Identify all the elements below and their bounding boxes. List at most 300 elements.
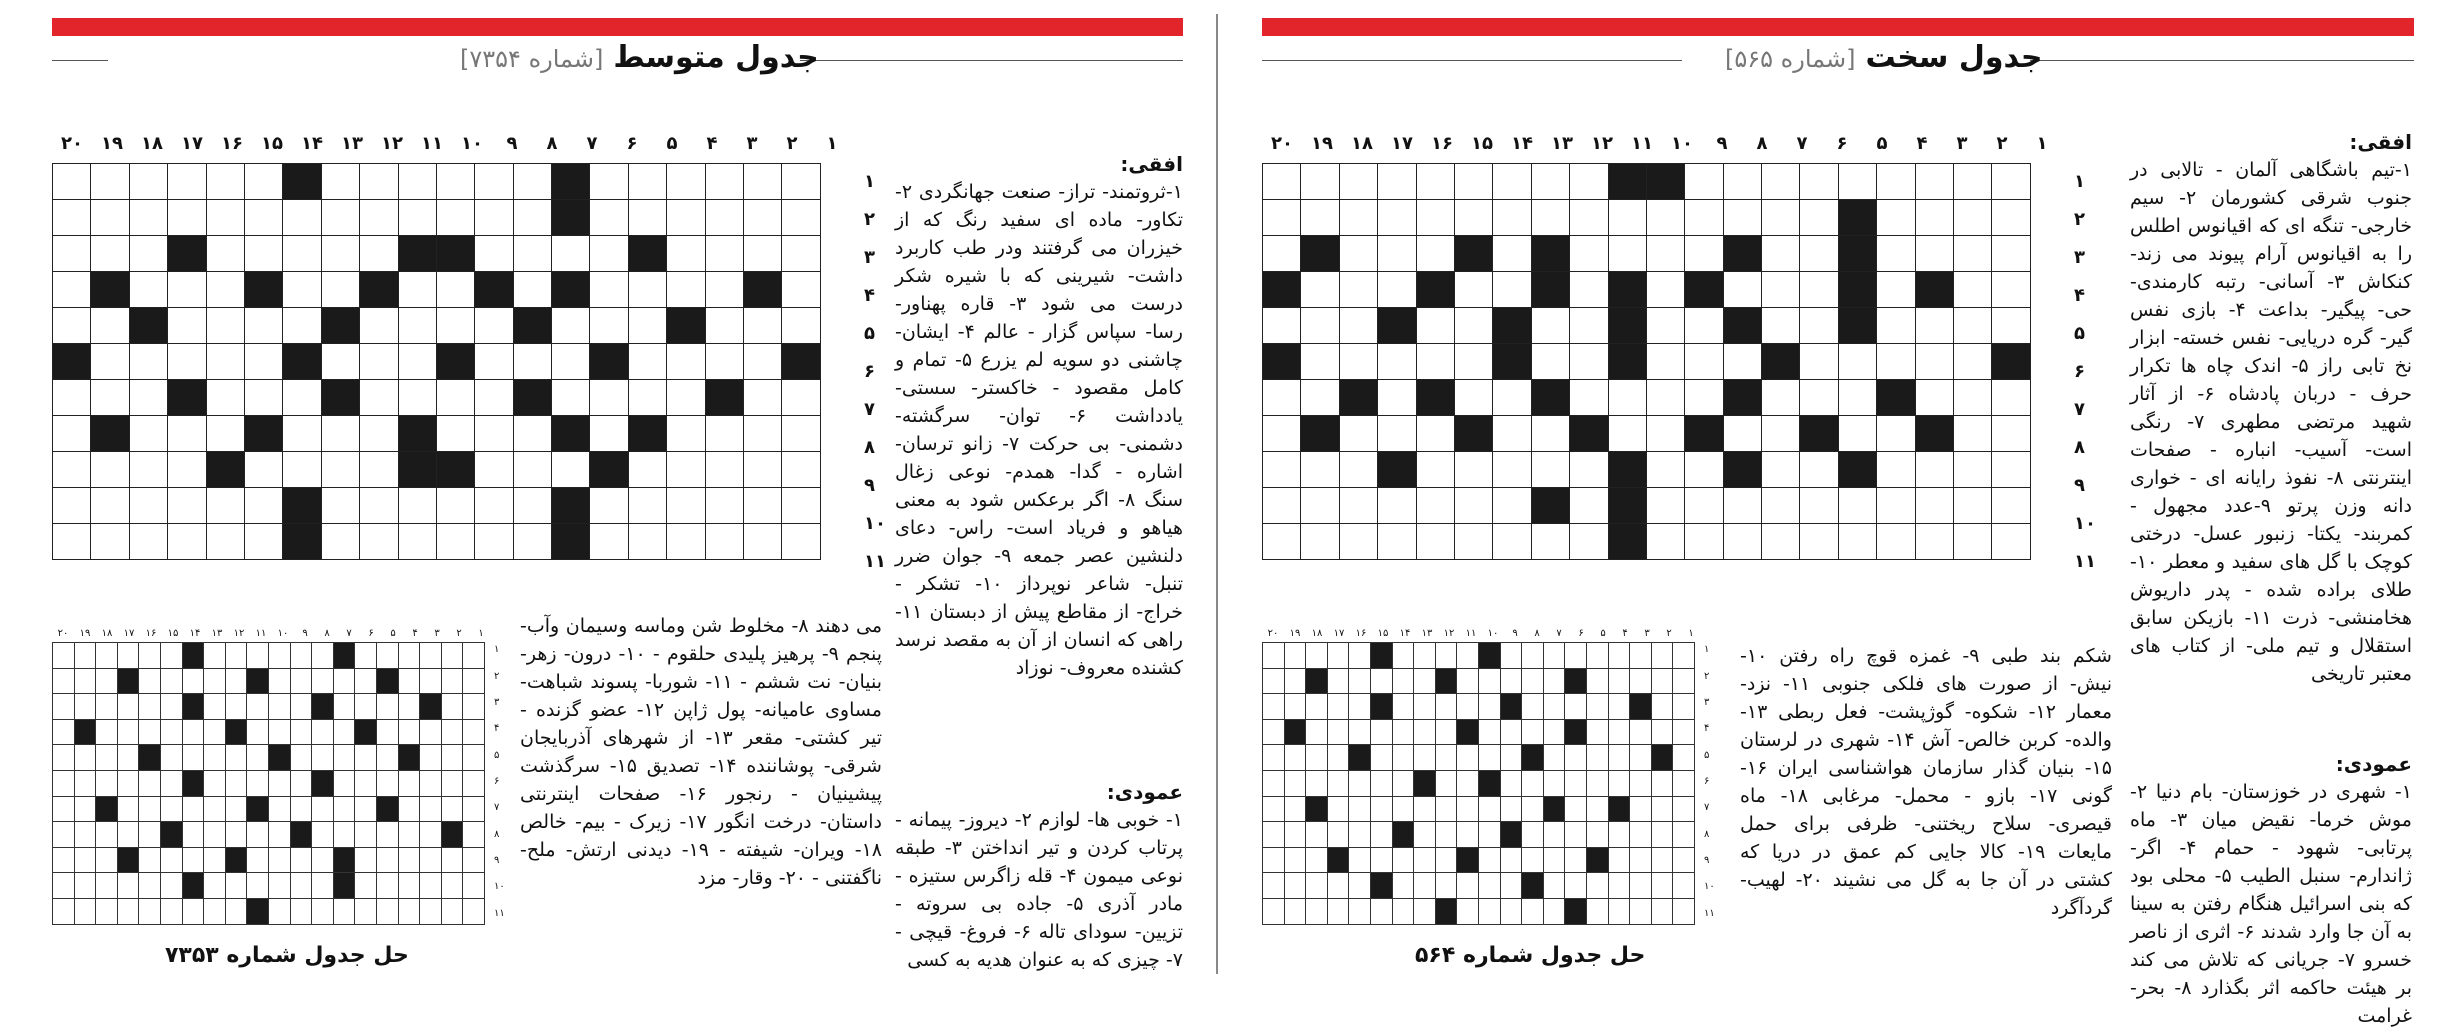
left-solution-cell[interactable] xyxy=(441,873,463,899)
left-solution-cell[interactable] xyxy=(139,745,161,771)
left-grid-cell[interactable] xyxy=(321,164,359,200)
right-solution-cell[interactable] xyxy=(1630,770,1652,796)
right-solution-cell[interactable] xyxy=(1630,898,1652,924)
left-solution-cell[interactable] xyxy=(312,719,334,745)
right-grid-cell[interactable] xyxy=(1685,416,1723,452)
left-grid-cell[interactable] xyxy=(244,488,282,524)
right-solution-cell[interactable] xyxy=(1414,822,1436,848)
left-solution-cell[interactable] xyxy=(398,898,420,924)
right-solution-cell[interactable] xyxy=(1284,668,1306,694)
left-solution-cell[interactable] xyxy=(333,643,355,669)
right-grid-cell[interactable] xyxy=(1416,344,1454,380)
right-solution-cell[interactable] xyxy=(1586,796,1608,822)
right-grid-cell[interactable] xyxy=(1838,200,1876,236)
left-solution-cell[interactable] xyxy=(96,719,118,745)
right-grid-cell[interactable] xyxy=(1954,200,1992,236)
right-grid-cell[interactable] xyxy=(1416,380,1454,416)
right-solution-cell[interactable] xyxy=(1651,668,1673,694)
right-solution-cell[interactable] xyxy=(1414,719,1436,745)
right-solution-cell[interactable] xyxy=(1392,898,1414,924)
left-solution-cell[interactable] xyxy=(139,873,161,899)
right-solution-cell[interactable] xyxy=(1327,668,1349,694)
left-solution-cell[interactable] xyxy=(376,719,398,745)
right-grid-cell[interactable] xyxy=(1531,452,1569,488)
left-solution-cell[interactable] xyxy=(376,898,398,924)
right-grid-cell[interactable] xyxy=(1915,416,1953,452)
right-grid-cell[interactable] xyxy=(1339,272,1377,308)
right-solution-cell[interactable] xyxy=(1435,873,1457,899)
left-solution-cell[interactable] xyxy=(463,898,485,924)
left-solution-cell[interactable] xyxy=(182,668,204,694)
left-solution-cell[interactable] xyxy=(463,694,485,720)
right-solution-cell[interactable] xyxy=(1478,770,1500,796)
right-grid-cell[interactable] xyxy=(1954,380,1992,416)
left-solution-cell[interactable] xyxy=(376,822,398,848)
left-grid-cell[interactable] xyxy=(321,236,359,272)
right-solution-cell[interactable] xyxy=(1457,898,1479,924)
right-grid-cell[interactable] xyxy=(1954,236,1992,272)
left-grid-cell[interactable] xyxy=(91,308,129,344)
left-solution-cell[interactable] xyxy=(441,796,463,822)
right-grid-cell[interactable] xyxy=(1570,308,1608,344)
left-solution-cell[interactable] xyxy=(355,796,377,822)
right-grid-cell[interactable] xyxy=(1915,380,1953,416)
right-grid-cell[interactable] xyxy=(1608,380,1646,416)
left-grid-cell[interactable] xyxy=(398,308,436,344)
left-grid-cell[interactable] xyxy=(552,344,590,380)
right-solution-cell[interactable] xyxy=(1370,643,1392,669)
left-solution-cell[interactable] xyxy=(139,898,161,924)
left-grid-cell[interactable] xyxy=(53,272,91,308)
left-solution-cell[interactable] xyxy=(463,668,485,694)
right-grid-cell[interactable] xyxy=(1877,380,1915,416)
right-solution-cell[interactable] xyxy=(1586,847,1608,873)
left-grid-cell[interactable] xyxy=(436,416,474,452)
right-grid-cell[interactable] xyxy=(1263,344,1301,380)
left-solution-cell[interactable] xyxy=(117,873,139,899)
right-grid-cell[interactable] xyxy=(1339,416,1377,452)
left-solution-cell[interactable] xyxy=(204,847,226,873)
left-solution-cell[interactable] xyxy=(420,770,442,796)
left-grid-cell[interactable] xyxy=(360,272,398,308)
right-grid-cell[interactable] xyxy=(1263,200,1301,236)
right-grid-cell[interactable] xyxy=(1301,380,1339,416)
left-grid-cell[interactable] xyxy=(475,272,513,308)
left-solution-cell[interactable] xyxy=(355,898,377,924)
right-solution-cell[interactable] xyxy=(1284,847,1306,873)
right-solution-cell[interactable] xyxy=(1370,898,1392,924)
right-grid-cell[interactable] xyxy=(1493,416,1531,452)
right-grid-cell[interactable] xyxy=(1800,200,1838,236)
right-solution-cell[interactable] xyxy=(1306,770,1328,796)
right-grid-cell[interactable] xyxy=(1800,524,1838,560)
right-solution-cell[interactable] xyxy=(1478,873,1500,899)
left-grid-cell[interactable] xyxy=(283,200,321,236)
right-grid-cell[interactable] xyxy=(1723,524,1761,560)
right-solution-cell[interactable] xyxy=(1500,694,1522,720)
right-grid-cell[interactable] xyxy=(1339,308,1377,344)
right-grid-cell[interactable] xyxy=(1915,236,1953,272)
left-solution-cell[interactable] xyxy=(96,898,118,924)
right-grid-cell[interactable] xyxy=(1838,452,1876,488)
right-solution-cell[interactable] xyxy=(1327,847,1349,873)
right-solution-cell[interactable] xyxy=(1435,796,1457,822)
left-solution-cell[interactable] xyxy=(204,643,226,669)
right-grid-cell[interactable] xyxy=(1992,344,2030,380)
right-solution-cell[interactable] xyxy=(1263,847,1285,873)
right-solution-cell[interactable] xyxy=(1306,694,1328,720)
right-grid-cell[interactable] xyxy=(1723,452,1761,488)
left-grid-cell[interactable] xyxy=(667,380,705,416)
right-solution-cell[interactable] xyxy=(1457,873,1479,899)
right-grid-cell[interactable] xyxy=(1838,308,1876,344)
right-grid-cell[interactable] xyxy=(1608,524,1646,560)
left-solution-cell[interactable] xyxy=(74,796,96,822)
right-solution-cell[interactable] xyxy=(1370,796,1392,822)
left-solution-cell[interactable] xyxy=(225,770,247,796)
left-grid-cell[interactable] xyxy=(513,164,551,200)
right-grid-cell[interactable] xyxy=(1762,344,1800,380)
left-solution-cell[interactable] xyxy=(225,694,247,720)
right-solution-cell[interactable] xyxy=(1608,770,1630,796)
left-solution-cell[interactable] xyxy=(268,643,290,669)
right-solution-cell[interactable] xyxy=(1673,745,1695,771)
right-grid-cell[interactable] xyxy=(1378,200,1416,236)
left-solution-cell[interactable] xyxy=(182,770,204,796)
left-grid-cell[interactable] xyxy=(53,236,91,272)
right-grid-cell[interactable] xyxy=(1762,308,1800,344)
left-solution-cell[interactable] xyxy=(268,822,290,848)
left-solution-cell[interactable] xyxy=(160,745,182,771)
left-solution-cell[interactable] xyxy=(441,847,463,873)
left-solution-cell[interactable] xyxy=(96,643,118,669)
right-solution-cell[interactable] xyxy=(1263,822,1285,848)
left-grid-cell[interactable] xyxy=(91,488,129,524)
left-solution-cell[interactable] xyxy=(225,643,247,669)
right-solution-cell[interactable] xyxy=(1349,796,1371,822)
right-grid-cell[interactable] xyxy=(1608,416,1646,452)
right-grid-cell[interactable] xyxy=(1762,200,1800,236)
right-grid-cell[interactable] xyxy=(1570,452,1608,488)
left-solution-cell[interactable] xyxy=(139,796,161,822)
right-solution-cell[interactable] xyxy=(1543,770,1565,796)
left-grid-cell[interactable] xyxy=(91,452,129,488)
left-solution-cell[interactable] xyxy=(463,719,485,745)
right-grid-cell[interactable] xyxy=(1301,524,1339,560)
right-grid-cell[interactable] xyxy=(1877,236,1915,272)
right-grid-cell[interactable] xyxy=(1570,380,1608,416)
right-grid-cell[interactable] xyxy=(1954,488,1992,524)
right-grid-cell[interactable] xyxy=(1454,308,1492,344)
left-grid-cell[interactable] xyxy=(129,200,167,236)
right-solution-cell[interactable] xyxy=(1306,719,1328,745)
right-grid-cell[interactable] xyxy=(1762,416,1800,452)
right-solution-cell[interactable] xyxy=(1349,643,1371,669)
right-solution-cell[interactable] xyxy=(1608,873,1630,899)
left-solution-cell[interactable] xyxy=(204,668,226,694)
right-solution-cell[interactable] xyxy=(1543,796,1565,822)
left-grid-cell[interactable] xyxy=(360,344,398,380)
left-solution-cell[interactable] xyxy=(160,873,182,899)
left-solution-cell[interactable] xyxy=(312,745,334,771)
left-solution-cell[interactable] xyxy=(182,719,204,745)
left-grid-cell[interactable] xyxy=(782,308,820,344)
right-grid-cell[interactable] xyxy=(1608,200,1646,236)
right-solution-cell[interactable] xyxy=(1522,719,1544,745)
left-grid-cell[interactable] xyxy=(628,200,666,236)
right-solution-cell[interactable] xyxy=(1500,822,1522,848)
left-grid-cell[interactable] xyxy=(744,344,782,380)
right-grid-cell[interactable] xyxy=(1301,200,1339,236)
left-solution-cell[interactable] xyxy=(225,668,247,694)
left-solution-cell[interactable] xyxy=(225,796,247,822)
right-grid-cell[interactable] xyxy=(1685,344,1723,380)
left-solution-cell[interactable] xyxy=(247,796,269,822)
left-grid-cell[interactable] xyxy=(91,272,129,308)
left-grid-cell[interactable] xyxy=(744,452,782,488)
left-grid-cell[interactable] xyxy=(360,164,398,200)
left-grid-cell[interactable] xyxy=(744,524,782,560)
left-grid-cell[interactable] xyxy=(321,308,359,344)
left-grid-cell[interactable] xyxy=(705,524,743,560)
left-solution-cell[interactable] xyxy=(247,668,269,694)
left-grid-cell[interactable] xyxy=(590,416,628,452)
left-grid-cell[interactable] xyxy=(590,344,628,380)
right-grid-cell[interactable] xyxy=(1992,452,2030,488)
left-solution-cell[interactable] xyxy=(398,668,420,694)
left-grid-cell[interactable] xyxy=(283,380,321,416)
left-grid-cell[interactable] xyxy=(705,236,743,272)
right-grid-cell[interactable] xyxy=(1915,488,1953,524)
right-solution-cell[interactable] xyxy=(1500,668,1522,694)
right-grid-cell[interactable] xyxy=(1378,164,1416,200)
right-grid-cell[interactable] xyxy=(1531,524,1569,560)
left-grid-cell[interactable] xyxy=(782,488,820,524)
right-solution-cell[interactable] xyxy=(1392,643,1414,669)
right-grid-cell[interactable] xyxy=(1454,236,1492,272)
right-solution-cell[interactable] xyxy=(1392,822,1414,848)
right-solution-cell[interactable] xyxy=(1435,745,1457,771)
right-grid-cell[interactable] xyxy=(1992,236,2030,272)
right-grid-cell[interactable] xyxy=(1416,200,1454,236)
left-grid-cell[interactable] xyxy=(283,344,321,380)
right-crossword-grid[interactable] xyxy=(1262,163,2031,560)
left-grid-cell[interactable] xyxy=(398,380,436,416)
right-solution-cell[interactable] xyxy=(1478,796,1500,822)
left-grid-cell[interactable] xyxy=(129,236,167,272)
left-grid-cell[interactable] xyxy=(244,344,282,380)
left-solution-cell[interactable] xyxy=(333,694,355,720)
right-grid-cell[interactable] xyxy=(1685,164,1723,200)
left-grid-cell[interactable] xyxy=(206,200,244,236)
left-solution-cell[interactable] xyxy=(53,668,75,694)
right-grid-cell[interactable] xyxy=(1992,488,2030,524)
left-solution-cell[interactable] xyxy=(204,719,226,745)
right-solution-cell[interactable] xyxy=(1327,898,1349,924)
right-grid-cell[interactable] xyxy=(1339,344,1377,380)
left-solution-cell[interactable] xyxy=(53,694,75,720)
right-grid-cell[interactable] xyxy=(1416,164,1454,200)
left-grid-cell[interactable] xyxy=(244,416,282,452)
right-solution-cell[interactable] xyxy=(1673,770,1695,796)
right-solution-cell[interactable] xyxy=(1478,694,1500,720)
right-solution-cell[interactable] xyxy=(1435,643,1457,669)
left-grid-cell[interactable] xyxy=(552,236,590,272)
right-solution-cell[interactable] xyxy=(1565,694,1587,720)
right-solution-cell[interactable] xyxy=(1478,898,1500,924)
right-solution-cell[interactable] xyxy=(1543,668,1565,694)
left-solution-cell[interactable] xyxy=(96,822,118,848)
left-grid-cell[interactable] xyxy=(552,416,590,452)
left-grid-cell[interactable] xyxy=(436,308,474,344)
right-grid-cell[interactable] xyxy=(1877,452,1915,488)
left-grid-cell[interactable] xyxy=(590,200,628,236)
left-solution-cell[interactable] xyxy=(247,719,269,745)
right-solution-cell[interactable] xyxy=(1522,822,1544,848)
left-solution-cell[interactable] xyxy=(441,719,463,745)
left-grid-cell[interactable] xyxy=(206,524,244,560)
right-solution-cell[interactable] xyxy=(1478,643,1500,669)
left-grid-cell[interactable] xyxy=(782,272,820,308)
left-solution-cell[interactable] xyxy=(247,770,269,796)
left-grid-cell[interactable] xyxy=(53,416,91,452)
right-grid-cell[interactable] xyxy=(1301,452,1339,488)
right-solution-cell[interactable] xyxy=(1284,822,1306,848)
right-solution-cell[interactable] xyxy=(1630,668,1652,694)
right-grid-cell[interactable] xyxy=(1454,380,1492,416)
right-grid-cell[interactable] xyxy=(1493,164,1531,200)
right-grid-cell[interactable] xyxy=(1454,452,1492,488)
right-solution-cell[interactable] xyxy=(1263,719,1285,745)
right-grid-cell[interactable] xyxy=(1877,308,1915,344)
right-grid-cell[interactable] xyxy=(1646,416,1684,452)
right-grid-cell[interactable] xyxy=(1800,416,1838,452)
right-grid-cell[interactable] xyxy=(1877,164,1915,200)
right-grid-cell[interactable] xyxy=(1378,308,1416,344)
right-grid-cell[interactable] xyxy=(1263,308,1301,344)
right-grid-cell[interactable] xyxy=(1570,236,1608,272)
left-solution-cell[interactable] xyxy=(420,719,442,745)
right-grid-cell[interactable] xyxy=(1416,524,1454,560)
right-solution-cell[interactable] xyxy=(1522,873,1544,899)
right-solution-cell[interactable] xyxy=(1630,796,1652,822)
left-grid-cell[interactable] xyxy=(667,236,705,272)
right-solution-cell[interactable] xyxy=(1608,822,1630,848)
left-solution-cell[interactable] xyxy=(420,694,442,720)
right-grid-cell[interactable] xyxy=(1723,344,1761,380)
right-grid-cell[interactable] xyxy=(1800,344,1838,380)
left-solution-cell[interactable] xyxy=(160,719,182,745)
left-grid-cell[interactable] xyxy=(360,416,398,452)
right-grid-cell[interactable] xyxy=(1877,524,1915,560)
right-grid-cell[interactable] xyxy=(1378,272,1416,308)
left-grid-cell[interactable] xyxy=(398,416,436,452)
left-solution-cell[interactable] xyxy=(247,898,269,924)
right-solution-cell[interactable] xyxy=(1457,719,1479,745)
left-solution-cell[interactable] xyxy=(398,796,420,822)
right-grid-cell[interactable] xyxy=(1416,308,1454,344)
left-grid-cell[interactable] xyxy=(168,272,206,308)
right-solution-cell[interactable] xyxy=(1370,668,1392,694)
left-grid-cell[interactable] xyxy=(782,236,820,272)
left-solution-cell[interactable] xyxy=(398,643,420,669)
right-solution-cell[interactable] xyxy=(1500,745,1522,771)
left-grid-cell[interactable] xyxy=(91,416,129,452)
right-solution-cell[interactable] xyxy=(1306,643,1328,669)
right-solution-cell[interactable] xyxy=(1349,873,1371,899)
left-grid-cell[interactable] xyxy=(91,380,129,416)
left-solution-cell[interactable] xyxy=(74,694,96,720)
right-grid-cell[interactable] xyxy=(1838,272,1876,308)
left-solution-cell[interactable] xyxy=(398,873,420,899)
left-solution-cell[interactable] xyxy=(247,847,269,873)
right-grid-cell[interactable] xyxy=(1378,236,1416,272)
left-solution-cell[interactable] xyxy=(333,745,355,771)
right-solution-cell[interactable] xyxy=(1565,668,1587,694)
left-solution-cell[interactable] xyxy=(420,745,442,771)
left-solution-cell[interactable] xyxy=(139,694,161,720)
right-solution-cell[interactable] xyxy=(1673,719,1695,745)
right-grid-cell[interactable] xyxy=(1685,524,1723,560)
left-solution-cell[interactable] xyxy=(160,643,182,669)
left-solution-cell[interactable] xyxy=(441,898,463,924)
left-grid-cell[interactable] xyxy=(91,236,129,272)
left-grid-cell[interactable] xyxy=(53,344,91,380)
right-solution-cell[interactable] xyxy=(1543,643,1565,669)
left-solution-cell[interactable] xyxy=(160,822,182,848)
left-solution-cell[interactable] xyxy=(463,847,485,873)
left-grid-cell[interactable] xyxy=(744,416,782,452)
left-grid-cell[interactable] xyxy=(53,488,91,524)
left-grid-cell[interactable] xyxy=(129,344,167,380)
left-solution-cell[interactable] xyxy=(225,898,247,924)
left-solution-cell[interactable] xyxy=(420,847,442,873)
right-grid-cell[interactable] xyxy=(1646,200,1684,236)
left-solution-cell[interactable] xyxy=(53,770,75,796)
left-grid-cell[interactable] xyxy=(321,200,359,236)
left-solution-cell[interactable] xyxy=(247,822,269,848)
left-solution-cell[interactable] xyxy=(420,873,442,899)
left-grid-cell[interactable] xyxy=(436,452,474,488)
right-grid-cell[interactable] xyxy=(1493,488,1531,524)
left-solution-cell[interactable] xyxy=(463,873,485,899)
right-grid-cell[interactable] xyxy=(1915,524,1953,560)
left-grid-cell[interactable] xyxy=(206,236,244,272)
left-grid-cell[interactable] xyxy=(667,452,705,488)
right-solution-cell[interactable] xyxy=(1608,643,1630,669)
left-grid-cell[interactable] xyxy=(398,344,436,380)
right-solution-cell[interactable] xyxy=(1651,898,1673,924)
left-solution-cell[interactable] xyxy=(204,770,226,796)
right-grid-cell[interactable] xyxy=(1493,272,1531,308)
right-solution-cell[interactable] xyxy=(1478,847,1500,873)
right-solution-cell[interactable] xyxy=(1327,796,1349,822)
left-solution-cell[interactable] xyxy=(139,822,161,848)
right-grid-cell[interactable] xyxy=(1263,380,1301,416)
left-grid-cell[interactable] xyxy=(782,380,820,416)
left-solution-cell[interactable] xyxy=(290,770,312,796)
left-solution-cell[interactable] xyxy=(463,643,485,669)
left-grid-cell[interactable] xyxy=(321,416,359,452)
right-solution-cell[interactable] xyxy=(1565,847,1587,873)
left-grid-cell[interactable] xyxy=(398,524,436,560)
left-solution-cell[interactable] xyxy=(160,770,182,796)
left-grid-cell[interactable] xyxy=(552,524,590,560)
left-grid-cell[interactable] xyxy=(168,524,206,560)
left-grid-cell[interactable] xyxy=(705,200,743,236)
right-solution-cell[interactable] xyxy=(1349,745,1371,771)
right-solution-cell[interactable] xyxy=(1608,719,1630,745)
